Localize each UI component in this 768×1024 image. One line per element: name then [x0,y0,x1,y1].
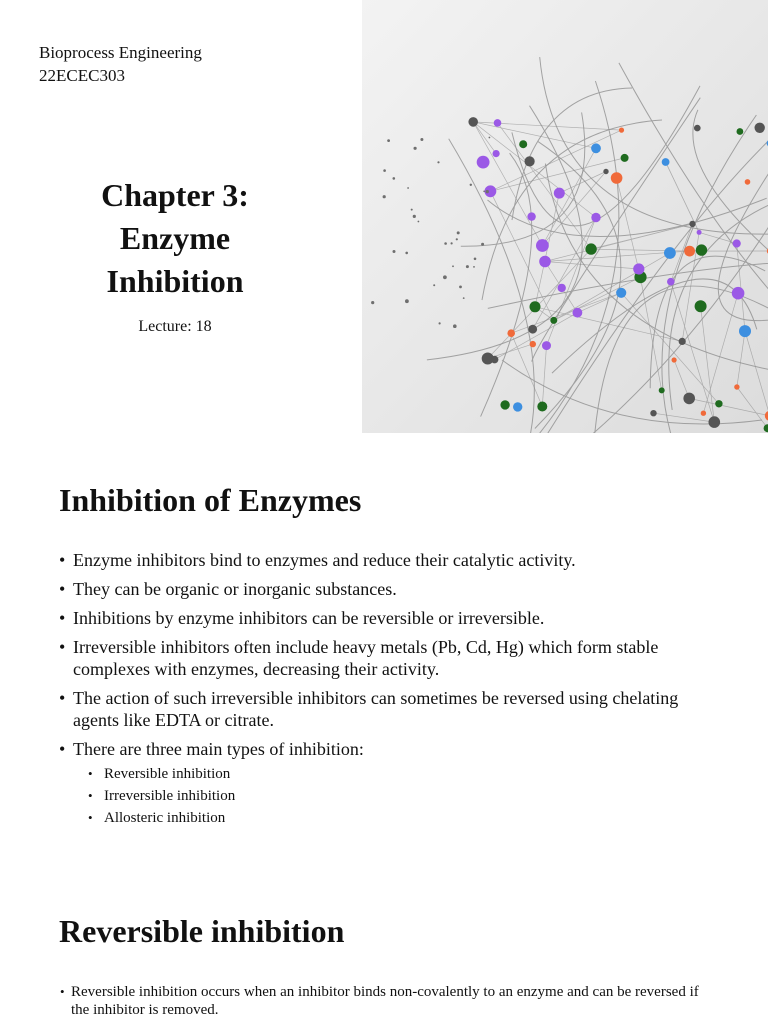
network-speck [418,221,420,223]
illustration-background [362,0,768,433]
network-node [507,329,515,337]
bullet-text: Irreversible inhibitors often include heavy metals (Pb, Cd, Hg) which form stable complexes with enzymes, decreasing their activity. [73,637,659,679]
network-node [468,117,478,127]
network-node [737,128,744,135]
bullet-text: Reversible inhibition [104,766,231,782]
bullet-text: Allosteric inhibition [104,810,226,826]
network-node [662,158,670,166]
bullet-dot-icon: • [59,637,66,657]
network-node [650,410,656,416]
lecture-number: Lecture: 18 [138,318,212,335]
network-node [619,128,624,133]
network-node [519,140,527,148]
reversible-inhibition-slide [0,873,768,1024]
network-node [695,300,707,312]
network-node [689,221,695,227]
sub-bullet-item [0,807,235,829]
inhibition-of-enzymes-slide [0,433,768,873]
network-node [542,341,551,350]
network-speck [473,266,475,268]
network-node [709,416,721,428]
bullet-dot-icon: • [88,766,93,781]
network-node [672,357,677,362]
network-speck [413,215,416,218]
network-node [659,387,665,393]
bullet-item [0,549,708,571]
bullet-dot-icon: • [59,608,66,628]
network-node [732,287,745,300]
network-node [694,125,701,132]
network-node [527,212,535,220]
network-speck [437,161,439,163]
network-node [664,247,676,259]
network-speck [414,147,417,150]
network-speck [489,137,491,139]
network-speck [486,190,489,193]
bullet-dot-icon: • [59,550,66,570]
network-node [667,278,675,286]
network-node [745,179,751,185]
bullet-item [0,983,700,1019]
slide-heading: Inhibition of Enzymes [59,482,362,518]
network-node [525,156,535,166]
bullet-text: They can be organic or inorganic substances. [73,579,397,599]
bullet-item [0,636,708,680]
network-node [755,123,765,133]
sub-bullet-list [0,763,235,829]
molecular-network-illustration [362,0,768,433]
network-node [697,230,702,235]
network-node [554,188,565,199]
network-node [611,172,623,184]
network-speck [393,177,396,180]
bullet-text: Inhibitions by enzyme inhibitors can be reversible or irreversible. [73,608,545,628]
network-node [477,156,490,169]
title-slide [0,0,768,433]
network-node [537,402,547,412]
network-speck [444,242,447,245]
network-speck [453,324,457,328]
bullet-dot-icon: • [60,984,65,999]
network-node [696,244,707,255]
network-speck [439,322,441,324]
bullet-dot-icon: • [88,810,93,825]
chapter-title-line: Enzyme [119,220,231,256]
network-node [683,393,695,405]
chapter-title-line: Chapter 3: [101,177,249,213]
network-speck [457,231,460,234]
network-speck [433,284,435,286]
network-node [715,400,722,407]
bullet-text: Enzyme inhibitors bind to enzymes and reduce their catalytic activity. [73,550,576,570]
network-speck [456,238,458,240]
bullet-dot-icon: • [59,688,66,708]
chapter-title-line: Inhibition [106,263,244,299]
network-speck [407,187,409,189]
network-node [573,308,583,318]
network-node [536,239,549,252]
network-node [679,338,686,345]
sub-bullet-item [0,785,235,807]
course-name: Bioprocess Engineering [39,43,202,62]
bullet-text: Irreversible inhibition [104,788,236,804]
bullet-list [0,549,708,767]
network-speck [459,286,462,289]
network-speck [383,169,386,172]
chapter-title [60,174,290,303]
network-speck [470,184,472,186]
bullet-item [0,687,708,731]
network-speck [387,139,390,142]
network-speck [452,265,454,267]
network-node [513,402,522,411]
bullet-text: Reversible inhibition occurs when an inhibitor binds non-covalently to an enzyme and can be reversed if the inhibitor is removed. [71,984,699,1018]
network-node [733,239,741,247]
network-speck [443,275,447,279]
network-speck [405,299,409,303]
bullet-text: There are three main types of inhibition: [73,739,364,759]
network-speck [405,252,408,255]
network-node [621,154,629,162]
network-speck [466,265,469,268]
bullet-item [0,607,708,629]
network-speck [383,195,386,198]
network-speck [411,209,413,211]
bullet-list [0,983,700,1019]
network-node [491,356,499,364]
network-node [558,284,566,292]
sub-bullet-item [0,763,235,785]
network-speck [483,191,485,193]
network-node [591,213,600,222]
slide-heading: Reversible inhibition [59,913,345,949]
network-node [603,169,608,174]
network-speck [481,243,484,246]
network-graphic [362,0,768,433]
network-node [530,301,541,312]
network-node [500,400,509,409]
bullet-dot-icon: • [59,739,66,759]
network-node [528,325,537,334]
network-node [493,150,500,157]
network-node [633,263,644,274]
bullet-item [0,738,708,760]
network-speck [474,258,477,261]
network-node [684,246,695,257]
network-node [550,317,557,324]
network-speck [393,250,396,253]
bullet-dot-icon: • [59,579,66,599]
bullet-text: The action of such irreversible inhibitors can sometimes be reversed using chelating agents like EDTA or citrate. [73,688,679,730]
network-speck [420,138,423,141]
course-info [39,41,202,87]
network-node [701,411,706,416]
network-node [591,143,601,153]
network-speck [451,242,453,244]
network-node [530,341,536,347]
network-speck [371,301,374,304]
network-node [739,325,751,337]
network-node [539,256,551,268]
course-code: 22ECEC303 [39,66,125,85]
network-node [585,243,596,254]
network-node [734,384,739,389]
network-node [616,288,626,298]
network-speck [463,297,465,299]
network-node [494,119,502,127]
bullet-dot-icon: • [88,788,93,803]
bullet-item [0,578,708,600]
